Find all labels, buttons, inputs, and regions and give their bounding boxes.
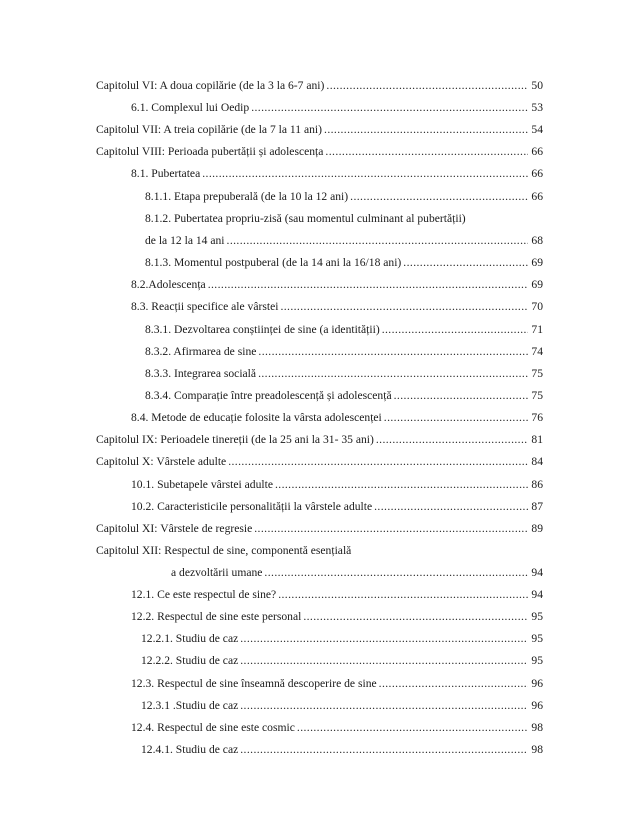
toc-entry-title: a dezvoltării umane [171,566,263,579]
toc-entry-page: 74 [531,345,543,358]
toc-entry-title: Capitolul XII: Respectul de sine, componentă esențială [96,544,352,557]
toc-entry-title: 8.3.3. Integrarea socială [145,367,257,380]
toc-entry-title: 6.1. Complexul lui Oedip [131,101,250,114]
toc-entry-page: 94 [531,566,543,579]
dot-leader [254,520,528,538]
toc-entry [131,675,543,693]
toc-entry [96,542,543,560]
toc-entry-title: 12.3.1 .Studiu de caz [141,699,239,712]
toc-entry [131,608,543,626]
toc-entry [131,719,543,737]
dot-leader [275,476,528,494]
toc-entry-title: 8.2.Adolescența [131,278,206,291]
toc-entry [141,741,543,759]
toc-entry-page: 66 [531,145,543,158]
dot-leader [258,365,528,383]
toc-entry [131,276,543,294]
toc-entry [171,564,543,582]
toc-entry-title: 12.2. Respectul de sine este personal [131,610,302,623]
toc-entry [141,630,543,648]
toc-entry [145,387,543,405]
toc-entry-title: 12.4. Respectul de sine este cosmic [131,721,295,734]
toc-entry [145,210,543,228]
toc-entry [131,99,543,117]
dot-leader [325,143,528,161]
toc-entry [145,232,543,250]
dot-leader [350,188,528,206]
toc-entry-title: Capitolul XI: Vârstele de regresie [96,522,253,535]
dot-leader [264,564,528,582]
dot-leader [240,697,528,715]
dot-leader [379,675,529,693]
toc-entry-page: 75 [531,389,543,402]
toc-entry-page: 66 [531,190,543,203]
toc-entry-page: 76 [531,411,543,424]
toc-entry-page: 89 [531,522,543,535]
toc-entry-page: 75 [531,367,543,380]
toc-entry [131,586,543,604]
dot-leader [240,630,528,648]
toc-entry [131,498,543,516]
toc-entry-title: 12.3. Respectul de sine înseamnă descoperire de sine [131,677,377,690]
toc-entry-title: 12.2.2. Studiu de caz [141,654,239,667]
dot-leader [384,409,529,427]
toc-entry-page: 81 [531,433,543,446]
toc-entry-page: 71 [531,323,543,336]
toc-entry [145,343,543,361]
toc-entry-page: 96 [531,677,543,690]
toc-entry [96,453,543,471]
toc-entry [96,121,543,139]
toc-entry-title: 10.1. Subetapele vârstei adulte [131,478,273,491]
toc-entry-title: 8.1.1. Etapa prepuberală (de la 10 la 12 ani) [145,190,349,203]
dot-leader [258,343,528,361]
toc-entry [131,298,543,316]
toc-entry [141,652,543,670]
toc-entry [96,77,543,95]
toc-entry-page: 87 [531,500,543,513]
toc-entry-title: Capitolul VI: A doua copilărie (de la 3 la 6-7 ani) [96,79,325,92]
toc-entry [145,321,543,339]
toc-entry-page: 95 [531,632,543,645]
toc-entry-page: 98 [531,721,543,734]
dot-leader [240,652,528,670]
dot-leader [376,431,529,449]
dot-leader [326,77,528,95]
toc-entry-page: 69 [531,256,543,269]
toc-entry [141,697,543,715]
toc-entry [96,431,543,449]
toc-entry-page: 66 [531,167,543,180]
toc-entry-title: Capitolul VIII: Perioada pubertății și adolescența [96,145,324,158]
toc-entry-page: 70 [531,300,543,313]
dot-leader [251,99,528,117]
toc-entry-title: 12.4.1. Studiu de caz [141,743,239,756]
dot-leader [303,608,528,626]
toc-entry [96,143,543,161]
dot-leader [228,453,528,471]
toc-entry-page: 98 [531,743,543,756]
toc-entry-page: 95 [531,610,543,623]
toc-entry-title: 8.4. Metode de educație folosite la vârsta adolescenței [131,411,382,424]
dot-leader [403,254,528,272]
toc-entry-title: 8.1.3. Momentul postpuberal (de la 14 ani la 16/18 ani) [145,256,402,269]
toc-entry-page: 69 [531,278,543,291]
toc-entry-page: 95 [531,654,543,667]
toc-entry-page: 53 [531,101,543,114]
toc-entry [131,476,543,494]
toc-entry [131,409,543,427]
toc-entry-page: 86 [531,478,543,491]
dot-leader [297,719,529,737]
dot-leader [280,298,528,316]
dot-leader [240,741,528,759]
toc-entry-page: 68 [531,234,543,247]
toc-entry [145,365,543,383]
toc-entry-title: 12.1. Ce este respectul de sine? [131,588,277,601]
toc-entry-title: 10.2. Caracteristicile personalității la vârstele adulte [131,500,373,513]
dot-leader [227,232,529,250]
toc-entry-page: 94 [531,588,543,601]
toc-entry-page: 50 [531,79,543,92]
toc-entry-title: 12.2.1. Studiu de caz [141,632,239,645]
toc-entry-page: 54 [531,123,543,136]
toc-entry-title: 8.3.1. Dezvoltarea conștiinței de sine (a identității) [145,323,380,336]
toc-entry-page: 84 [531,455,543,468]
toc-entry [96,520,543,538]
toc-entry [145,188,543,206]
toc-entry-title: 8.3.4. Comparație între preadolescență și adolescență [145,389,392,402]
toc-entry-title: 8.3. Reacții specifice ale vârstei [131,300,279,313]
dot-leader [208,276,529,294]
toc-entry-title: 8.1.2. Pubertatea propriu-zisă (sau momentul culminant al pubertății) [145,212,466,225]
toc-entry-title: 8.1. Pubertatea [131,167,201,180]
dot-leader [382,321,529,339]
toc-entry-title: Capitolul X: Vârstele adulte [96,455,227,468]
toc-entry-title: Capitolul IX: Perioadele tinereții (de la 25 ani la 31- 35 ani) [96,433,374,446]
dot-leader [324,121,528,139]
toc-entry-page: 96 [531,699,543,712]
toc-entry [131,165,543,183]
toc-entry [145,254,543,272]
toc-entry-title: de la 12 la 14 ani [145,234,225,247]
dot-leader [202,165,528,183]
toc-entry-title: 8.3.2. Afirmarea de sine [145,345,257,358]
toc-entry-title: Capitolul VII: A treia copilărie (de la 7 la 11 ani) [96,123,323,136]
dot-leader [374,498,528,516]
dot-leader [278,586,528,604]
dot-leader [394,387,529,405]
